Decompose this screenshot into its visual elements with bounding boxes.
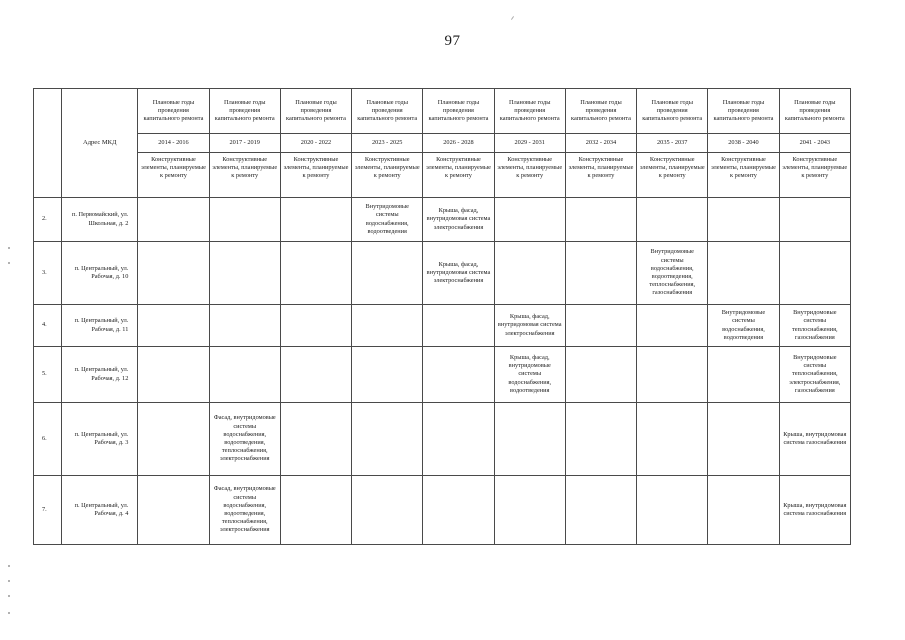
repair-work-cell xyxy=(280,242,351,305)
year-range-cell: 2035 - 2037 xyxy=(637,134,708,153)
scan-speck xyxy=(8,595,10,597)
table-row xyxy=(34,403,851,476)
planned-years-header-cell: Плановые годы проведения капитального ремонта xyxy=(280,89,351,134)
table-row xyxy=(34,476,851,545)
repair-work-cell xyxy=(637,347,708,403)
row-number-cell: 2. xyxy=(34,198,62,242)
repair-work-cell xyxy=(209,347,280,403)
repair-work-cell xyxy=(280,476,351,545)
repair-work-cell xyxy=(352,305,423,347)
year-range-cell: 2014 - 2016 xyxy=(138,134,209,153)
repair-work-cell xyxy=(494,476,565,545)
row-number-cell: 7. xyxy=(34,476,62,545)
repair-work-cell xyxy=(352,347,423,403)
elements-header-cell: Конструктивные элементы, планируемые к ремонту xyxy=(209,153,280,198)
table-row xyxy=(34,242,851,305)
address-cell: п. Центральный, ул. Рабочая, д. 4 xyxy=(62,476,138,545)
repair-work-cell: Фасад, внутридомовые системы водоснабжения, водоотведения, теплоснабжения, электроснабжения xyxy=(209,476,280,545)
row-number-cell: 4. xyxy=(34,305,62,347)
repair-work-cell: Крыша, внутридомовая система газоснабжения xyxy=(779,476,850,545)
repair-work-cell xyxy=(209,305,280,347)
scan-speck xyxy=(8,612,10,614)
repair-work-cell xyxy=(565,198,636,242)
elements-header-cell: Конструктивные элементы, планируемые к ремонту xyxy=(423,153,494,198)
repair-work-cell xyxy=(779,242,850,305)
address-cell: п. Центральный, ул. Рабочая, д. 11 xyxy=(62,305,138,347)
scan-speck xyxy=(8,247,10,249)
repair-work-cell xyxy=(565,476,636,545)
repair-work-cell xyxy=(565,305,636,347)
page-number: 97 xyxy=(444,33,461,49)
repair-work-cell xyxy=(708,347,779,403)
repair-work-cell xyxy=(708,198,779,242)
repair-work-cell xyxy=(352,476,423,545)
repair-work-cell: Крыша, фасад, внутридомовая система электроснабжения xyxy=(423,198,494,242)
year-range-cell: 2041 - 2043 xyxy=(779,134,850,153)
repair-work-cell xyxy=(280,347,351,403)
scan-speck xyxy=(8,580,10,582)
elements-header-cell: Конструктивные элементы, планируемые к ремонту xyxy=(494,153,565,198)
repair-work-cell xyxy=(637,198,708,242)
table-row xyxy=(34,198,851,242)
repair-work-cell xyxy=(565,403,636,476)
repair-work-cell: Внутридомовые системы теплоснабжения, электроснабжения, газоснабжения xyxy=(779,347,850,403)
planned-years-header-cell: Плановые годы проведения капитального ремонта xyxy=(565,89,636,134)
planned-years-header-cell: Плановые годы проведения капитального ремонта xyxy=(423,89,494,134)
planned-years-header-cell: Плановые годы проведения капитального ремонта xyxy=(352,89,423,134)
year-range-cell: 2029 - 2031 xyxy=(494,134,565,153)
repair-work-cell xyxy=(138,242,209,305)
repair-work-cell: Крыша, внутридомовая система газоснабжения xyxy=(779,403,850,476)
row-number-cell: 3. xyxy=(34,242,62,305)
repair-work-cell: Фасад, внутридомовые системы водоснабжения, водоотведения, теплоснабжения, электроснабжения xyxy=(209,403,280,476)
repair-work-cell xyxy=(494,242,565,305)
repair-work-cell xyxy=(138,403,209,476)
repair-work-cell xyxy=(637,403,708,476)
repair-work-cell xyxy=(280,198,351,242)
repair-work-cell: Внутридомовые системы водоснабжения, водоотведения xyxy=(708,305,779,347)
elements-header-cell: Конструктивные элементы, планируемые к ремонту xyxy=(637,153,708,198)
address-cell: п. Первомайский, ул. Школьная, д. 2 xyxy=(62,198,138,242)
repair-work-cell xyxy=(637,305,708,347)
repair-work-cell xyxy=(138,476,209,545)
repair-work-cell xyxy=(423,476,494,545)
elements-header-cell: Конструктивные элементы, планируемые к ремонту xyxy=(352,153,423,198)
repair-work-cell: Крыша, фасад, внутридомовая система электроснабжения xyxy=(423,242,494,305)
repair-work-cell xyxy=(209,198,280,242)
repair-work-cell xyxy=(423,403,494,476)
planned-years-header-cell: Плановые годы проведения капитального ремонта xyxy=(494,89,565,134)
repair-work-cell: Внутридомовые системы водоснабжения, водоотведения xyxy=(352,198,423,242)
address-cell: п. Центральный, ул. Рабочая, д. 10 xyxy=(62,242,138,305)
header-row-elements xyxy=(34,153,851,198)
table-row xyxy=(34,347,851,403)
scan-speck xyxy=(8,565,10,567)
repair-work-cell xyxy=(352,403,423,476)
year-range-cell: 2020 - 2022 xyxy=(280,134,351,153)
year-range-cell: 2017 - 2019 xyxy=(209,134,280,153)
year-range-cell: 2032 - 2034 xyxy=(565,134,636,153)
repair-work-cell xyxy=(138,347,209,403)
repair-work-cell xyxy=(209,242,280,305)
repair-work-cell xyxy=(423,347,494,403)
scan-speck xyxy=(8,262,10,264)
planned-years-header-cell: Плановые годы проведения капитального ремонта xyxy=(209,89,280,134)
year-range-cell: 2023 - 2025 xyxy=(352,134,423,153)
repair-work-cell: Крыша, фасад, внутридомовая система электроснабжения xyxy=(494,305,565,347)
repair-work-cell xyxy=(280,305,351,347)
address-cell: п. Центральный, ул. Рабочая, д. 3 xyxy=(62,403,138,476)
year-range-cell: 2026 - 2028 xyxy=(423,134,494,153)
repair-work-cell: Внутридомовые системы теплоснабжения, газоснабжения xyxy=(779,305,850,347)
repair-work-cell: Крыша, фасад, внутридомовые системы водоснабжения, водоотведения xyxy=(494,347,565,403)
elements-header-cell: Конструктивные элементы, планируемые к ремонту xyxy=(138,153,209,198)
repair-work-cell xyxy=(637,476,708,545)
repair-work-cell xyxy=(494,403,565,476)
repair-work-cell: Внутридомовые системы водоснабжения, водоотведения, теплоснабжения, газоснабжения xyxy=(637,242,708,305)
header-row-year-ranges xyxy=(34,134,851,153)
repair-work-cell xyxy=(138,305,209,347)
planned-years-header-cell: Плановые годы проведения капитального ремонта xyxy=(637,89,708,134)
header-row-planned-years xyxy=(34,89,851,134)
repair-work-cell xyxy=(280,403,351,476)
address-cell: п. Центральный, ул. Рабочая, д. 12 xyxy=(62,347,138,403)
header-address-cell: Адрес МКД xyxy=(62,89,138,198)
repair-work-cell xyxy=(708,476,779,545)
repair-work-cell xyxy=(138,198,209,242)
row-number-cell: 6. xyxy=(34,403,62,476)
header-number-cell xyxy=(34,89,62,198)
elements-header-cell: Конструктивные элементы, планируемые к ремонту xyxy=(565,153,636,198)
elements-header-cell: Конструктивные элементы, планируемые к ремонту xyxy=(779,153,850,198)
repair-work-cell xyxy=(565,242,636,305)
repair-work-cell xyxy=(708,242,779,305)
repair-work-cell xyxy=(423,305,494,347)
elements-header-cell: Конструктивные элементы, планируемые к ремонту xyxy=(708,153,779,198)
repair-schedule-table xyxy=(33,88,851,545)
planned-years-header-cell: Плановые годы проведения капитального ремонта xyxy=(708,89,779,134)
repair-work-cell xyxy=(494,198,565,242)
year-range-cell: 2038 - 2040 xyxy=(708,134,779,153)
repair-work-cell xyxy=(779,198,850,242)
planned-years-header-cell: Плановые годы проведения капитального ремонта xyxy=(779,89,850,134)
table-row xyxy=(34,305,851,347)
planned-years-header-cell: Плановые годы проведения капитального ремонта xyxy=(138,89,209,134)
repair-work-cell xyxy=(565,347,636,403)
row-number-cell: 5. xyxy=(34,347,62,403)
repair-work-cell xyxy=(352,242,423,305)
repair-work-cell xyxy=(708,403,779,476)
scan-mark xyxy=(511,16,514,20)
elements-header-cell: Конструктивные элементы, планируемые к ремонту xyxy=(280,153,351,198)
